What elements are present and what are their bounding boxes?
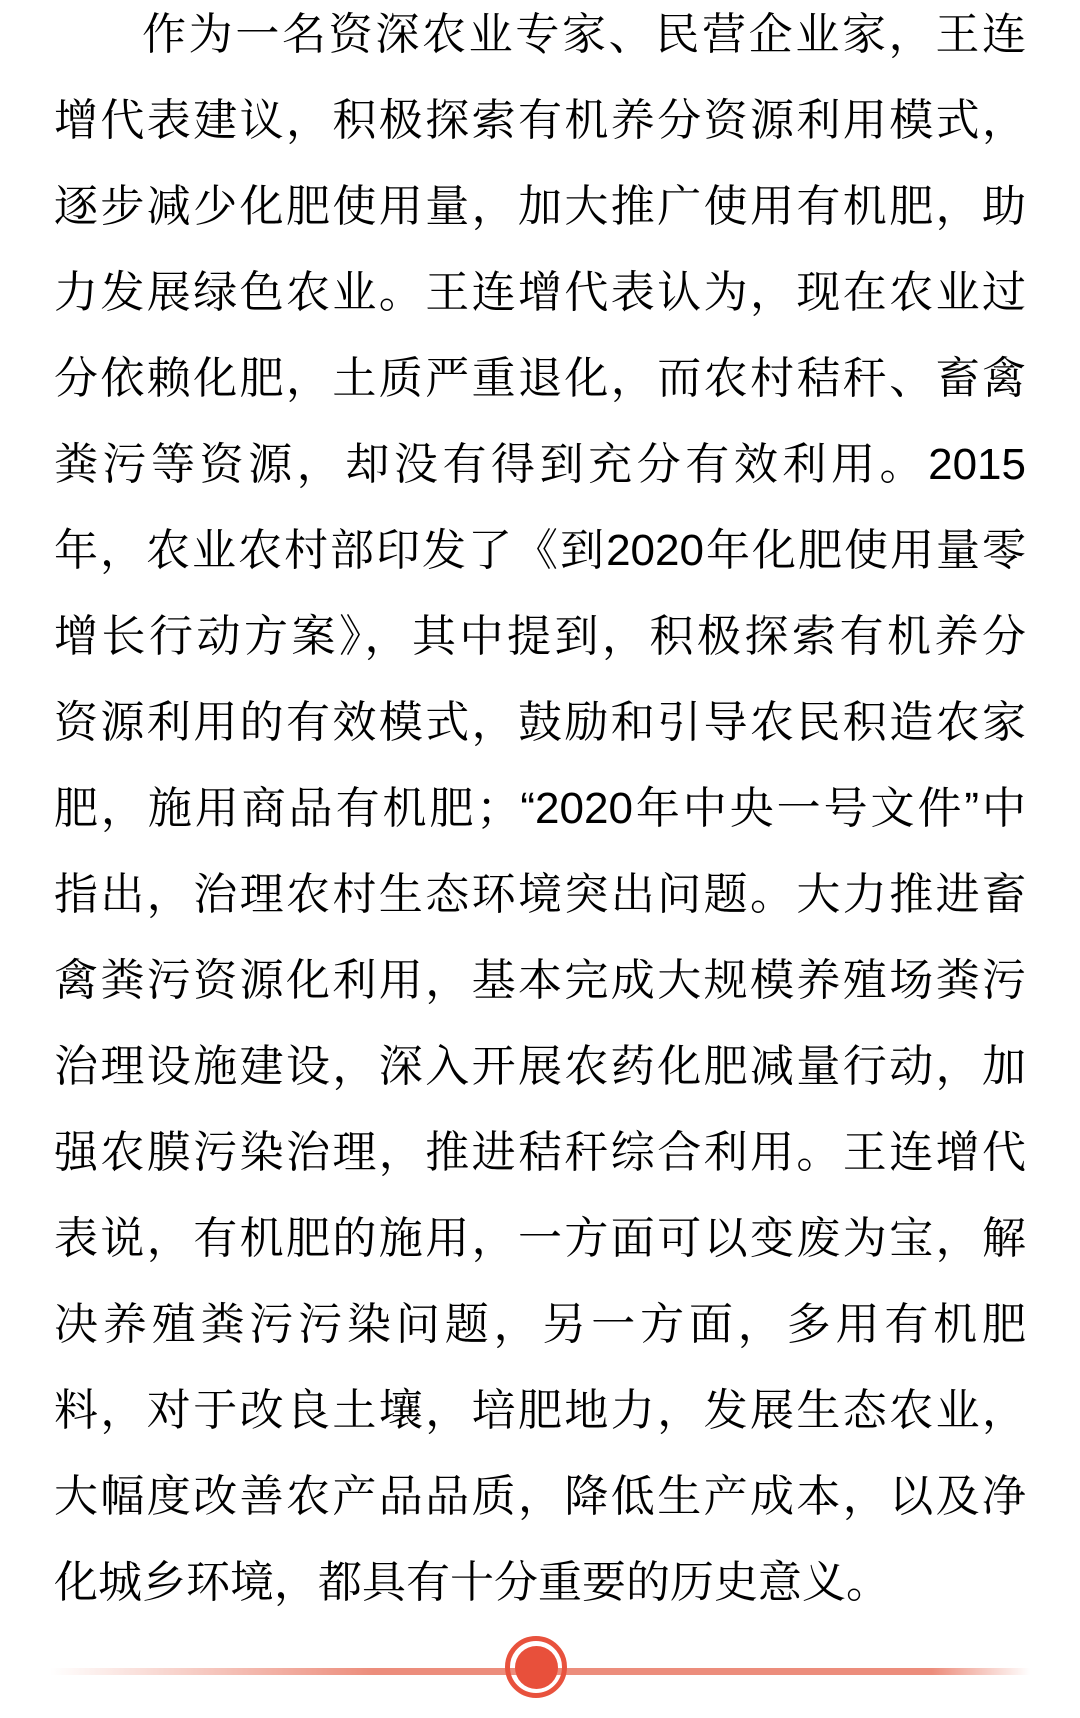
text-line: 强农膜污染治理，推进秸秆综合利用。王连增代 <box>54 1128 1026 1177</box>
text-line: 肥，施用商品有机肥；“2020年中央一号文件”中 <box>54 784 1026 833</box>
text-line: 资源利用的有效模式，鼓励和引导农民积造农家 <box>54 698 1026 747</box>
divider-dot-icon <box>515 1646 558 1689</box>
text-line: 年，农业农村部印发了《到2020年化肥使用量零 <box>54 526 1026 575</box>
text-line: 粪污等资源，却没有得到充分有效利用。2015 <box>54 440 1026 489</box>
text-line: 表说，有机肥的施用，一方面可以变废为宝，解 <box>54 1214 1026 1263</box>
text-line: 禽粪污资源化利用，基本完成大规模养殖场粪污 <box>54 956 1026 1005</box>
text-line: 分依赖化肥，土质严重退化，而农村秸秆、畜禽 <box>54 354 1026 403</box>
text-line: 化城乡环境，都具有十分重要的历史意义。 <box>54 1558 890 1607</box>
text-line: 作为一名资深农业专家、民营企业家，王连 <box>142 10 1026 59</box>
text-line: 料，对于改良土壤，培肥地力，发展生态农业， <box>54 1386 1026 1435</box>
text-line: 力发展绿色农业。王连增代表认为，现在农业过 <box>54 268 1026 317</box>
text-line: 大幅度改善农产品品质，降低生产成本，以及净 <box>54 1472 1026 1521</box>
text-line: 指出，治理农村生态环境突出问题。大力推进畜 <box>54 870 1026 919</box>
text-line: 决养殖粪污污染问题，另一方面，多用有机肥 <box>54 1300 1026 1349</box>
text-line: 增代表建议，积极探索有机养分资源利用模式， <box>54 96 1026 145</box>
text-line: 增长行动方案》，其中提到，积极探索有机养分 <box>54 612 1026 661</box>
divider-circle-icon <box>505 1636 567 1698</box>
text-line: 逐步减少化肥使用量，加大推广使用有机肥，助 <box>54 182 1026 231</box>
text-line: 治理设施建设，深入开展农药化肥减量行动，加 <box>54 1042 1026 1091</box>
